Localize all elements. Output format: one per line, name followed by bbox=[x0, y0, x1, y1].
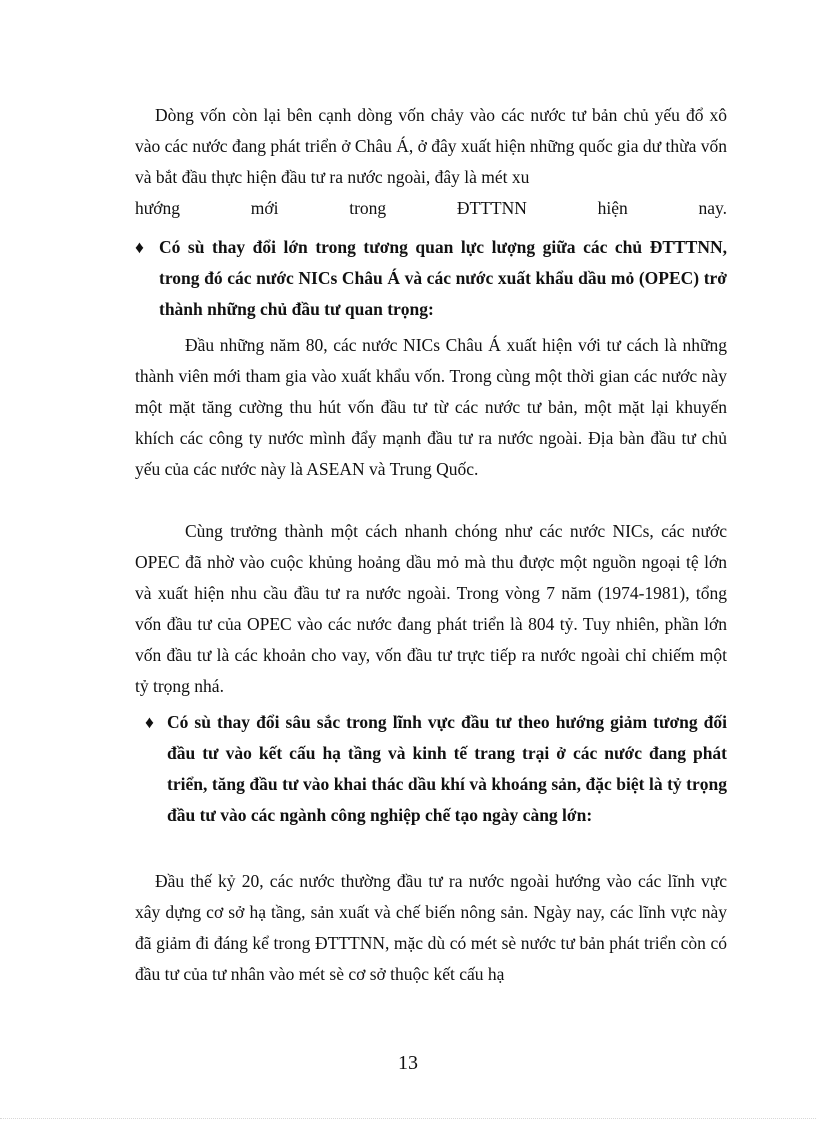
diamond-bullet-icon: ♦ bbox=[135, 237, 144, 257]
paragraph-4: Đầu thế kỷ 20, các nước thường đầu tư ra nước ngoài hướng vào các lĩnh vực xây dựng cơ sở hạ tầng, sản xuất và chế biến nông sản. Ngày nay, các lĩnh vực này đã giảm đi đáng kể trong ĐTTTNN, mặc dù có mét sè nước tư bản phát triển còn có đầu tư của tư nhân vào mét sè cơ sở thuộc kết cấu hạ bbox=[135, 871, 727, 984]
page-number: 13 bbox=[398, 1052, 418, 1074]
paragraph-1-text: Dòng vốn còn lại bên cạnh dòng vốn chảy vào các nước tư bản chủ yếu đổ xô vào các nước đang phát triển ở Châu Á, ở đây xuất hiện những quốc gia dư thừa vốn và bắt đầu thực hiện đầu tư ra nước ngoài, đây là mét xu bbox=[135, 105, 728, 187]
paragraph-1 bbox=[135, 100, 727, 224]
paragraph-2: Đầu những năm 80, các nước NICs Châu Á xuất hiện với tư cách là những thành viên mới tham gia vào xuất khẩu vốn. Trong cùng một thời gian các nước này một mặt tăng cường thu hút vốn đầu tư từ các nước tư bản, một mặt lại khuyến khích các công ty nước mình đẩy mạnh đầu tư ra nước ngoài. Địa bàn đầu tư chủ yếu của các nước này là ASEAN và Trung Quốc. bbox=[135, 335, 727, 479]
footer-divider bbox=[0, 1118, 816, 1119]
paragraph-1-last-line: hướng mới trong ĐTTTNN hiện nay. bbox=[135, 198, 727, 218]
bullet-heading-2-text: Có sù thay đổi sâu sắc trong lĩnh vực đầu tư theo hướng giảm tương đối đầu tư vào kết cấu hạ tầng và kinh tế trang trại ở các nước đang phát triển, tăng đầu tư vào khai thác dầu khí và khoáng sản, đặc biệt là tỷ trọng đầu tư vào các ngành công nghiệp chế tạo ngày càng lớn: bbox=[167, 712, 727, 825]
bullet-heading-1-text: Có sù thay đổi lớn trong tương quan lực lượng giữa các chủ ĐTTTNN, trong đó các nước NICs Châu Á và các nước xuất khẩu dầu mỏ (OPEC) trở thành những chủ đầu tư quan trọng: bbox=[159, 237, 727, 319]
bullet-heading-2 bbox=[135, 707, 727, 831]
paragraph-3: Cùng trưởng thành một cách nhanh chóng như các nước NICs, các nước OPEC đã nhờ vào cuộc khủng hoảng dầu mỏ mà thu được một nguồn ngoại tệ lớn và xuất hiện nhu cầu đầu tư ra nước ngoài. Trong vòng 7 năm (1974-1981), tổng vốn đầu tư của OPEC vào các nước đang phát triển là 804 tỷ. Tuy nhiên, phần lớn vốn đầu tư là các khoản cho vay, vốn đầu tư trực tiếp ra nước ngoài chỉ chiếm một tỷ trọng nhá. bbox=[135, 521, 727, 696]
diamond-bullet-icon: ♦ bbox=[145, 712, 154, 732]
bullet-heading-1 bbox=[135, 232, 727, 325]
